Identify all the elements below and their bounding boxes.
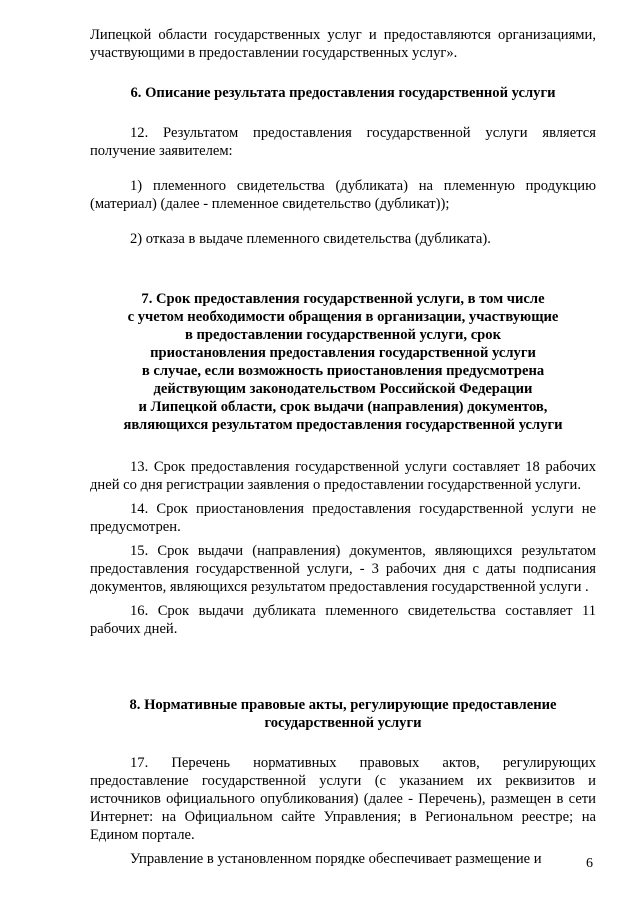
paragraph-12: 12. Результатом предоставления государственной услуги является получение заявителем: [90, 125, 596, 159]
section-7-heading-line: 7. Срок предоставления государственной услуги, в том числе [141, 291, 545, 307]
section-7-heading-line: с учетом необходимости обращения в организации, участвующие [127, 309, 559, 325]
section-7-heading-line: приостановления предоставления государственной услуги [150, 345, 536, 361]
paragraph-14: 14. Срок приостановления предоставления государственной услуги не предусмотрен. [90, 501, 596, 535]
section-8-heading-line: 8. Нормативные правовые акты, регулирующие предоставление [129, 697, 557, 713]
section-7-heading-line: в случае, если возможность приостановления предусмотрена [141, 363, 545, 379]
section-7-heading-line: в предоставлении государственной услуги, срок [184, 327, 501, 343]
intro-paragraph: Липецкой области государственных услуг и предоставляются организациями, участвующими в предоставлении государственных услуг». [90, 27, 596, 61]
page-number: 6 [586, 856, 593, 871]
section-7-heading-line: действующим законодательством Российской Федерации [153, 381, 533, 397]
section-6-heading: 6. Описание результата предоставления государственной услуги [130, 85, 556, 101]
result-item-1: 1) племенного свидетельства (дубликата) на племенную продукцию (материал) (далее - племенное свидетельство (дубликат)); [90, 178, 596, 212]
section-7-heading-line: являющихся результатом предоставления государственной услуги [123, 417, 563, 433]
section-7-heading [90, 290, 596, 434]
section-8-heading [90, 696, 596, 732]
paragraph-16: 16. Срок выдачи дубликата племенного свидетельства составляет 11 рабочих дней. [90, 603, 596, 637]
paragraph-15: 15. Срок выдачи (направления) документов, являющихся результатом предоставления государственной услуги, - 3 рабочих дня с даты подписания документов, являющихся результатом предоставления государственной услуги . [90, 543, 596, 595]
document-page [90, 26, 596, 868]
paragraph-18: Управление в установленном порядке обеспечивает размещение и [130, 851, 542, 867]
paragraph-17: 17. Перечень нормативных правовых актов, регулирующих предоставление государственной услуги (с указанием их реквизитов и источников официального опубликования) (далее - Перечень), размещен в сети Интернет: на Официальном сайте Управления; в Региональном реестре; на Едином портале. [90, 755, 596, 843]
section-8-heading-line: государственной услуги [264, 715, 422, 731]
paragraph-13: 13. Срок предоставления государственной услуги составляет 18 рабочих дней со дня регистрации заявления о предоставлении государственной услуги. [90, 459, 596, 493]
result-item-2: 2) отказа в выдаче племенного свидетельства (дубликата). [130, 231, 491, 247]
section-7-heading-line: и Липецкой области, срок выдачи (направления) документов, [138, 399, 548, 415]
